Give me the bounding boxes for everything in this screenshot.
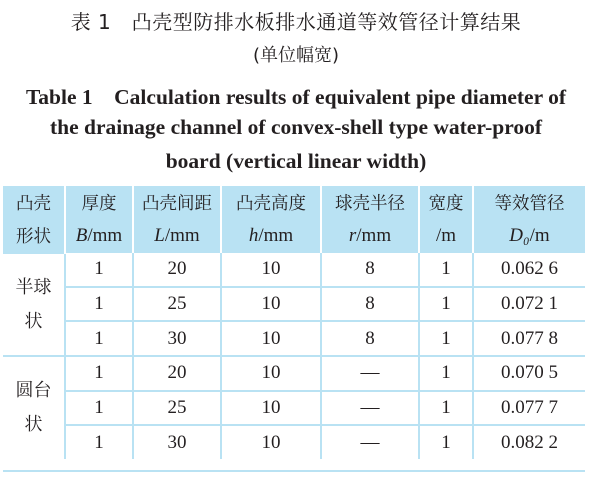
- cell-radius: 8: [321, 253, 419, 287]
- cell-radius: 8: [321, 287, 419, 322]
- cell-width: 1: [419, 287, 473, 322]
- cell-spacing: 20: [133, 356, 221, 391]
- table-title-english-line-2: the drainage channel of convex-shell type water-proof: [49, 115, 543, 139]
- cell-spacing: 25: [133, 391, 221, 426]
- header-height-unit: h/mm: [221, 219, 321, 253]
- cell-height: 10: [221, 253, 321, 287]
- header-width: 宽度: [419, 186, 473, 219]
- header-equiv-diameter: 等效管径: [473, 186, 585, 219]
- cell-radius: —: [321, 356, 419, 391]
- header-width-unit: /m: [419, 219, 473, 253]
- cell-height: 10: [221, 391, 321, 426]
- cell-thickness: 1: [65, 356, 133, 391]
- table-row: [3, 321, 585, 356]
- header-radius: 球壳半径: [321, 186, 419, 219]
- cell-equiv-diameter: 0.082 2: [473, 425, 585, 459]
- shape-cell-hemisphere: 半球 状: [3, 253, 65, 356]
- shape-cell-frustum: 圆台 状: [3, 356, 65, 459]
- cell-thickness: 1: [65, 287, 133, 322]
- header-radius-unit: r/mm: [321, 219, 419, 253]
- table-row: [3, 253, 585, 287]
- cell-thickness: 1: [65, 425, 133, 459]
- table-row: [3, 425, 585, 459]
- header-spacing-unit: L/mm: [133, 219, 221, 253]
- cell-width: 1: [419, 391, 473, 426]
- header-row-2: [3, 219, 585, 253]
- cell-equiv-diameter: 0.072 1: [473, 287, 585, 322]
- table-subtitle-chinese: (单位幅宽): [252, 45, 340, 66]
- cell-radius: 8: [321, 321, 419, 356]
- cell-spacing: 30: [133, 321, 221, 356]
- table-row: [3, 287, 585, 322]
- table-title-english-line-3: board (vertical linear width): [165, 149, 427, 173]
- table-row: [3, 391, 585, 426]
- cell-thickness: 1: [65, 391, 133, 426]
- header-height: 凸壳高度: [221, 186, 321, 219]
- cell-height: 10: [221, 425, 321, 459]
- header-row-1: [3, 186, 585, 219]
- cell-width: 1: [419, 425, 473, 459]
- cell-thickness: 1: [65, 321, 133, 356]
- table-title-english-line-1: Table 1 Calculation results of equivalent pipe diameter of: [25, 85, 567, 109]
- header-shape-line-2: 形状: [16, 227, 51, 247]
- table-bottom-rule: [3, 470, 585, 472]
- cell-height: 10: [221, 287, 321, 322]
- cell-radius: —: [321, 391, 419, 426]
- cell-spacing: 30: [133, 425, 221, 459]
- table-title-chinese: 表 1 凸壳型防排水板排水通道等效管径计算结果: [70, 10, 522, 34]
- header-shape: 凸壳: [16, 194, 51, 214]
- cell-width: 1: [419, 356, 473, 391]
- cell-equiv-diameter: 0.077 8: [473, 321, 585, 356]
- header-equiv-diameter-unit: D₀/m: [473, 219, 585, 253]
- cell-spacing: 25: [133, 287, 221, 322]
- table-row: [3, 356, 585, 391]
- cell-width: 1: [419, 253, 473, 287]
- cell-equiv-diameter: 0.077 7: [473, 391, 585, 426]
- header-thickness: 厚度: [65, 186, 133, 219]
- header-spacing: 凸壳间距: [133, 186, 221, 219]
- cell-height: 10: [221, 321, 321, 356]
- cell-width: 1: [419, 321, 473, 356]
- cell-height: 10: [221, 356, 321, 391]
- results-table: [3, 186, 585, 459]
- cell-radius: —: [321, 425, 419, 459]
- cell-spacing: 20: [133, 253, 221, 287]
- header-thickness-unit: B/mm: [65, 219, 133, 253]
- cell-equiv-diameter: 0.070 5: [473, 356, 585, 391]
- cell-equiv-diameter: 0.062 6: [473, 253, 585, 287]
- cell-thickness: 1: [65, 253, 133, 287]
